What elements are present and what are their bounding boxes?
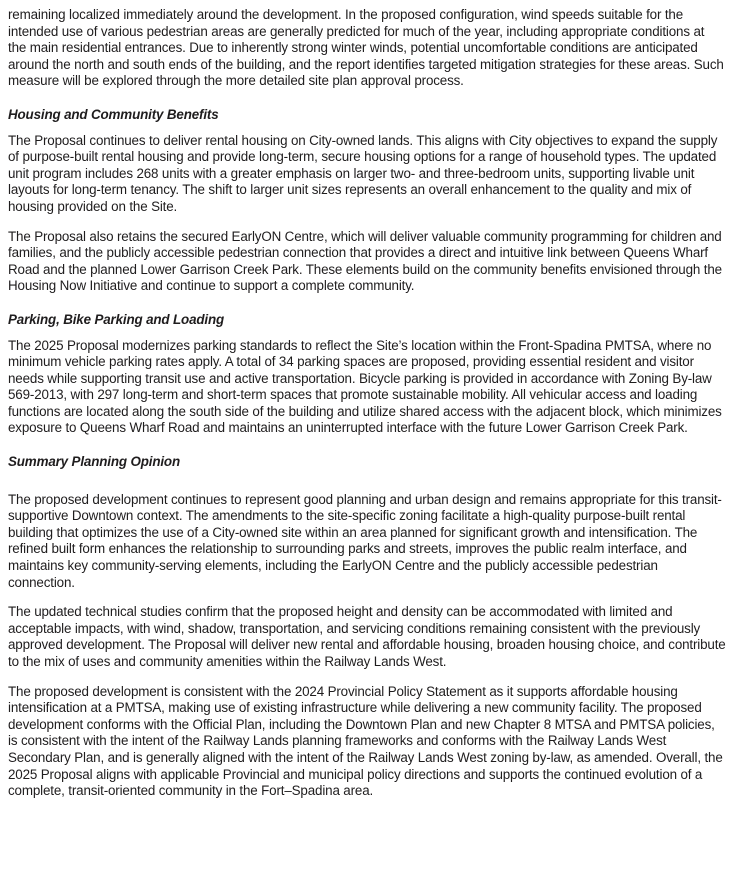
paragraph-policy-consistency: The proposed development is consistent with the 2024 Provincial Policy Statement as it supports affordable housing intensification at a PMTSA, making use of existing infrastructure while delivering a new community facility. The proposed development conforms with the Official Plan, including the Downtown Plan and new Chapter 8 MTSA and PMTSA policies, is consistent with the intent of the Railway Lands planning frameworks and conforms with the Railway Lands West Secondary Plan, and is generally aligned with the intent of the Railway Lands West zoning by-law, as amended. Overall, the 2025 Proposal aligns with applicable Provincial and municipal policy directions and supports the continued evolution of a complete, transit-oriented community in the Fort–Spadina area. bbox=[8, 683, 723, 799]
paragraph-wind-conditions: remaining localized immediately around the development. In the proposed configuration, wind speeds suitable for the intended use of various pedestrian areas are generally predicted for much of the year, including appropriate conditions at the main residential entrances. Due to inherently strong winter winds, potential uncomfortable conditions are anticipated around the north and south ends of the building, and the report identifies targeted mitigation strategies for these areas. Such measure will be explored through the more detailed site plan approval process. bbox=[8, 7, 724, 89]
heading-parking-bike-parking-and-loading: Parking, Bike Parking and Loading bbox=[8, 311, 225, 327]
paragraph-technical-studies: The updated technical studies confirm that the proposed height and density can be accommodated with limited and acceptable impacts, with wind, shadow, transportation, and servicing conditions remaining consistent with the previously approved development. The Proposal will deliver new rental and affordable housing, broaden housing choice, and contribute to the mix of uses and community amenities within the Railway Lands West. bbox=[8, 604, 726, 669]
paragraph-parking-standards: The 2025 Proposal modernizes parking standards to reflect the Site’s location within the Front-Spadina PMTSA, where no minimum vehicle parking rates apply. A total of 34 parking spaces are proposed, providing essential resident and visitor needs while supporting transit use and active transportation. Bicycle parking is provided in accordance with Zoning By-law 569-2013, with 297 long-term and short-term spaces that promote sustainable mobility. All vehicular access and loading functions are located along the south side of the building and utilize shared access with the adjacent block, which minimizes exposure to Queens Wharf Road and maintains an uninterrupted interface with the future Lower Garrison Creek Park. bbox=[8, 337, 722, 436]
paragraph-earlyon-centre: The Proposal also retains the secured EarlyON Centre, which will deliver valuable community programming for children and families, and the publicly accessible pedestrian connection that provides a direct and intuitive link between Queens Wharf Road and the planned Lower Garrison Creek Park. These elements build on the community benefits envisioned through the Housing Now Initiative and continue to support a complete community. bbox=[8, 228, 722, 294]
heading-housing-and-community-benefits: Housing and Community Benefits bbox=[8, 106, 219, 122]
paragraph-good-planning: The proposed development continues to represent good planning and urban design and remains appropriate for this transit-supportive Downtown context. The amendments to the site-specific zoning facilitate a high-quality purpose-built rental building that optimizes the use of a City-owned site within an area planned for significant growth and intensification. The refined built form enhances the relationship to surrounding parks and streets, improves the public realm interface, and maintains key community-serving elements, including the EarlyON Centre and the publicly accessible pedestrian connection. bbox=[8, 491, 722, 590]
paragraph-rental-housing: The Proposal continues to deliver rental housing on City-owned lands. This aligns with City objectives to expand the supply of purpose-built rental housing and provide long-term, secure housing options for a range of household types. The updated unit program includes 268 units with a greater emphasis on larger two- and three-bedroom units, supporting livable unit layouts for long-term tenancy. The shift to larger unit sizes represents an overall enhancement to the quality and mix of housing provided on the Site. bbox=[8, 132, 718, 214]
heading-summary-planning-opinion: Summary Planning Opinion bbox=[8, 454, 180, 470]
